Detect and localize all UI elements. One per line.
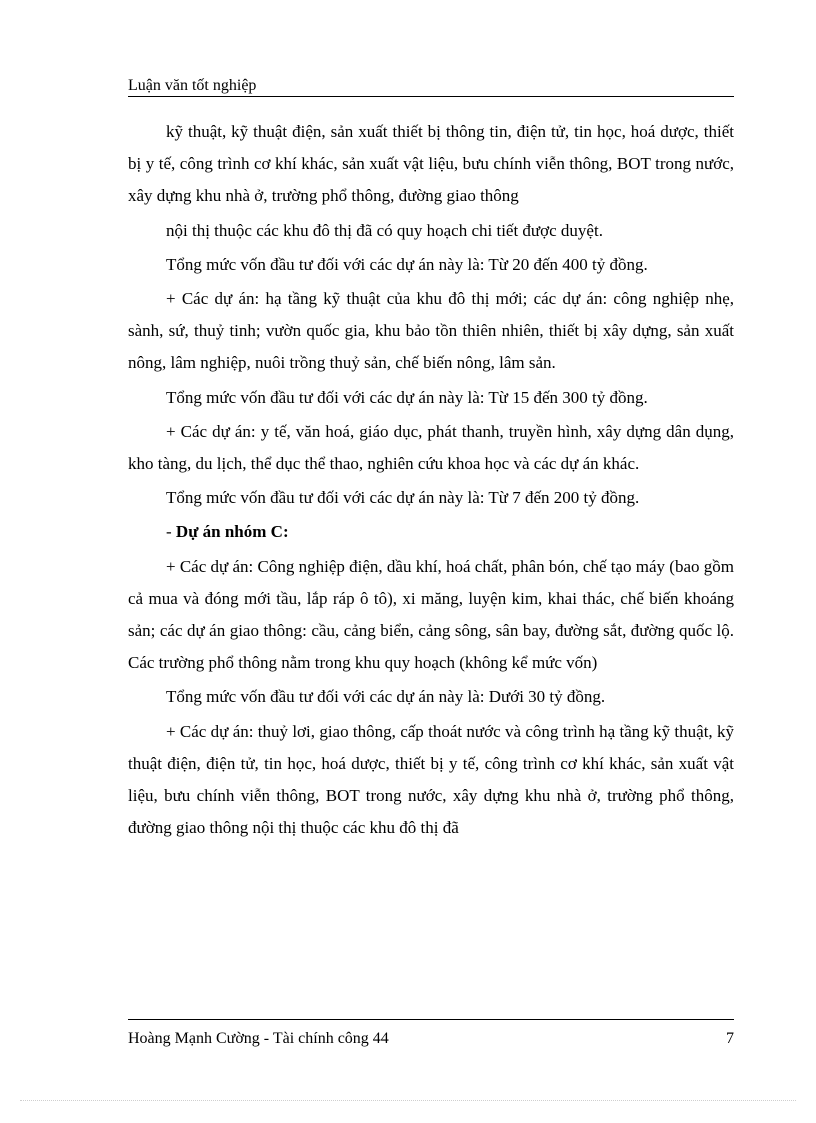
paragraph-projects-health: + Các dự án: y tế, văn hoá, giáo dục, phát thanh, truyền hình, xây dựng dân dụng, kho tàng, du lịch, thể dục thể thao, nghiên cứu khoa học và các dự án khác. (128, 421, 734, 474)
section-heading-group-c (128, 516, 734, 548)
paragraph-total-capital-1: Tổng mức vốn đầu tư đối với các dự án này là: Từ 20 đến 400 tỷ đồng. (166, 254, 648, 274)
running-header: Luận văn tốt nghiệp (128, 77, 257, 94)
paragraph-total-capital-3: Tổng mức vốn đầu tư đối với các dự án này là: Từ 7 đến 200 tỷ đồng. (166, 488, 640, 508)
paragraph-total-capital-2: Tổng mức vốn đầu tư đối với các dự án này là: Từ 15 đến 300 tỷ đồng. (166, 387, 648, 407)
footer-author: Hoàng Mạnh Cường - Tài chính công 44 (128, 1030, 389, 1047)
paragraph-projects-infrastructure: + Các dự án: hạ tầng kỹ thuật của khu đô thị mới; các dự án: công nghiệp nhẹ, sành, sứ, thuỷ tinh; vườn quốc gia, khu bảo tồn thiên nhiên, thiết bị xây dựng, sản xuất nông, lâm nghiệp, nuôi trồng thuỷ sản, chế biến nông, lâm sản. (128, 289, 734, 373)
paragraph-projects-irrigation: + Các dự án: thuỷ lơi, giao thông, cấp thoát nước và công trình hạ tầng kỹ thuật, kỹ thuật điện, điện tử, tin học, hoá dược, thiết bị y tế, công trình cơ khí khác, sản xuất vật liệu, bưu chính viễn thông, BOT trong nước, xây dựng khu nhà ở, trường phổ thông, đường giao thông nội thị thuộc các khu đô thị đã (128, 721, 734, 838)
header-rule (128, 96, 734, 97)
page-edge-divider (20, 1100, 796, 1101)
paragraph-continued: kỹ thuật, kỹ thuật điện, sản xuất thiết bị thông tin, điện tử, tin học, hoá dược, thiết bị y tế, công trình cơ khí khác, sản xuất vật liệu, bưu chính viễn thông, BOT trong nước, xây dựng khu nhà ở, trường phổ thông, đường giao thông (128, 122, 734, 206)
footer-rule (128, 1019, 734, 1020)
heading-label: Dự án nhóm C: (175, 522, 289, 542)
page-body (128, 116, 734, 844)
heading-prefix: - (166, 522, 176, 542)
paragraph-inner-city: nội thị thuộc các khu đô thị đã có quy hoạch chi tiết được duyệt. (166, 220, 603, 240)
page-number: 7 (726, 1030, 734, 1047)
paragraph-total-capital-4: Tổng mức vốn đầu tư đối với các dự án này là: Dưới 30 tỷ đồng. (166, 687, 606, 707)
paragraph-projects-industry: + Các dự án: Công nghiệp điện, dầu khí, hoá chất, phân bón, chế tạo máy (bao gồm cả mua và đóng mới tầu, lắp ráp ô tô), xi măng, luyện kim, khai thác, chế biến khoáng sản; các dự án giao thông: cầu, cảng biển, cảng sông, sân bay, đường sắt, đường quốc lộ. Các trường phổ thông nằm trong khu quy hoạch (không kể mức vốn) (128, 556, 734, 673)
